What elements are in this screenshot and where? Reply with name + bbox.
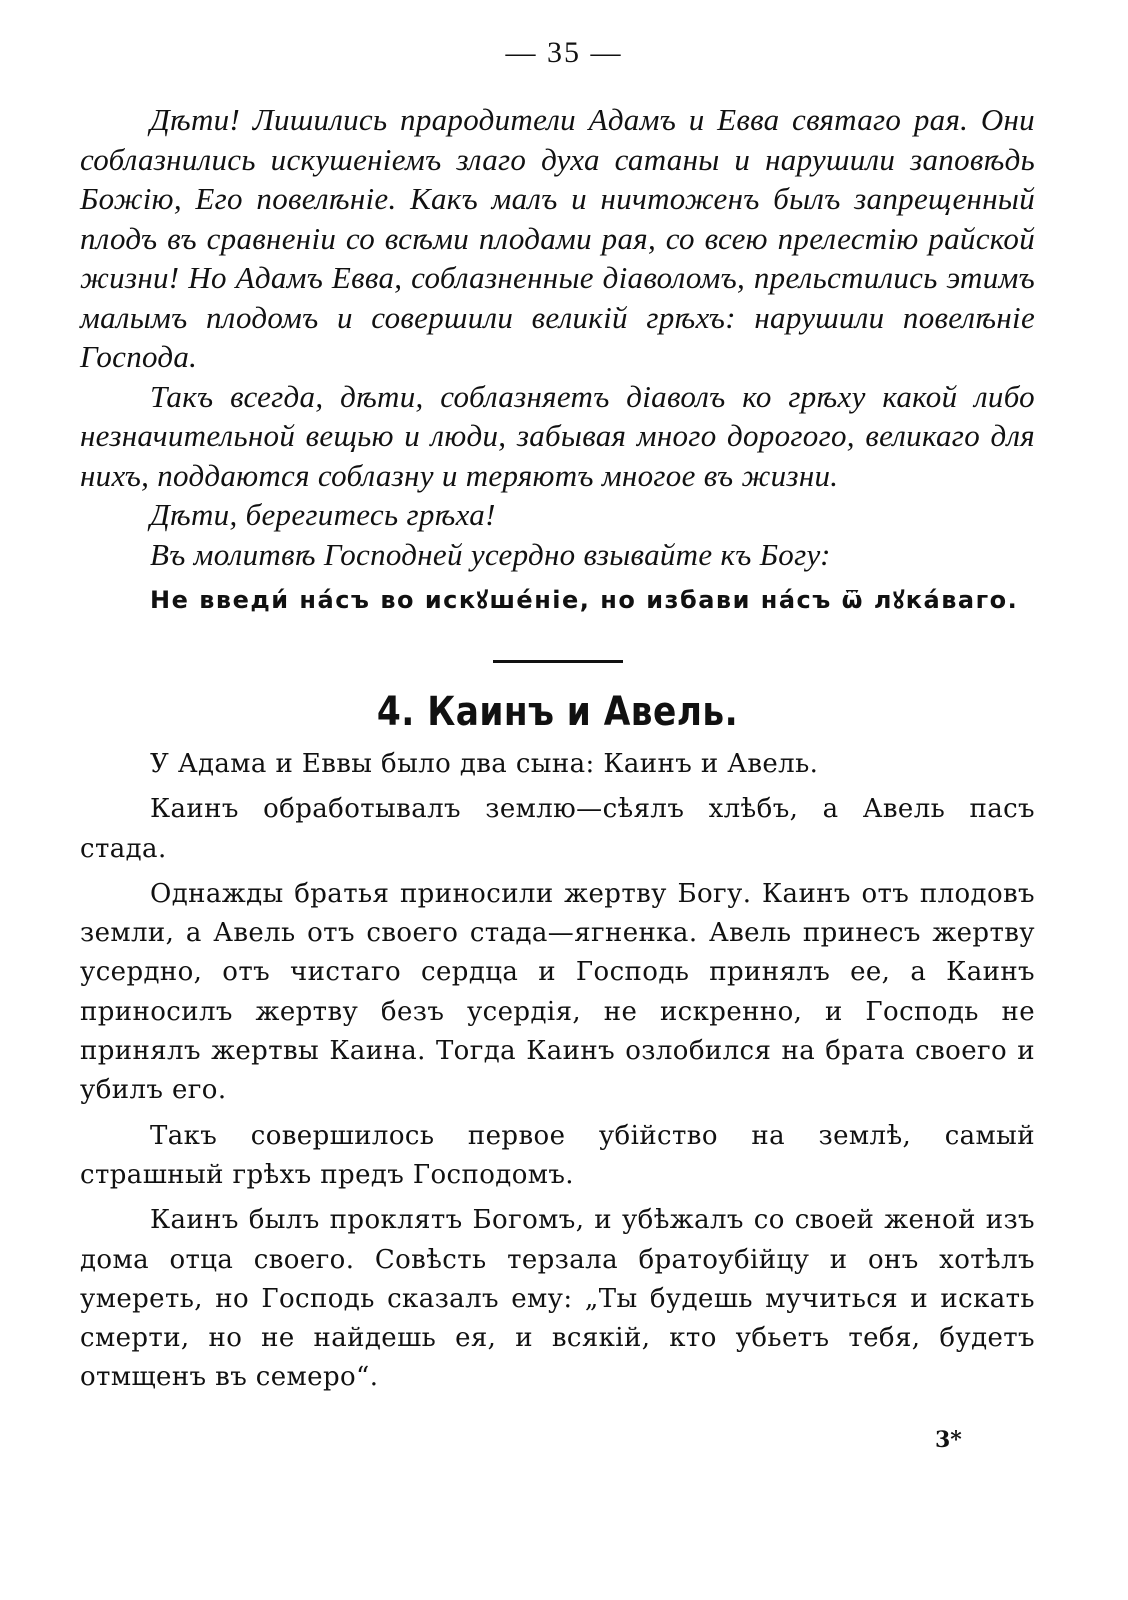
body-paragraph: Каинъ обработывалъ землю—сѣялъ хлѣбъ, а Авель пасъ стада. [80, 794, 1035, 864]
body-paragraph: Однажды братья приносили жертву Богу. Каинъ отъ плодовъ земли, а Авель отъ своего стада—ягненка. Авель принесъ жертву усердно, отъ чистаго сердца и Господь принялъ ее, а Каинъ приносилъ жертву безъ усердія, не искренно, и Господь не принялъ жертвы Каина. Тогда Каинъ озлобился на брата своего и убилъ его. [80, 878, 1035, 1106]
section-title: 4. Каинъ и Авель. [376, 689, 739, 735]
italic-paragraph: Дѣти, берегитесь грѣха! [150, 497, 496, 532]
body-paragraph: У Адама и Еввы было два сына: Каинъ и Авель. [150, 749, 819, 779]
page-content [80, 100, 1035, 1404]
section-divider [493, 660, 623, 663]
body-paragraph: Такъ совершилось первое убійство на землѣ, самый страшный грѣхъ предъ Господомъ. [80, 1120, 1035, 1190]
moral-lesson-block [80, 100, 1035, 574]
slavonic-prayer-line: Не введи́ на́съ во искꙋше́ніе, но избави на́съ ѿ лꙋка́ваго. [150, 586, 1019, 614]
page-number: — 35 — [505, 36, 623, 69]
italic-paragraph: Въ молитвѣ Господней усердно взывайте къ Богу: [150, 536, 831, 572]
story-text-block [80, 745, 1035, 1398]
body-paragraph: Каинъ былъ проклятъ Богомъ, и убѣжалъ со своей женой изъ дома отца своего. Совѣсть терзала братоубійцу и онъ хотѣлъ умереть, но Господь сказалъ ему: „Ты будешь мучиться и искать смерти, но не найдешь ея, и всякій, кто убьетъ тебя, будетъ отмщенъ въ семеро“. [80, 1205, 1035, 1393]
signature-mark: 3* [935, 1427, 962, 1453]
italic-paragraph: Дѣти! Лишились прародители Адамъ и Евва святаго рая. Они соблазнились искушеніемъ злаго духа сатаны и нарушили заповѣдь Божію, Его повелѣніе. Какъ малъ и ничтоженъ былъ запрещенный плодъ въ сравненіи со всѣми плодами рая, со всею прелестію райской жизни! Но Адамъ Евва, соблазненные діаволомъ, прельстились этимъ малымъ плодомъ и совершили великій грѣхъ: нарушили повелѣніе Господа. [80, 102, 1035, 374]
italic-paragraph: Такъ всегда, дѣти, соблазняетъ діаволъ ко грѣху какой либо незначительной вещью и люди, забывая много дорогого, великаго для нихъ, поддаются соблазну и теряютъ многое въ жизни. [80, 378, 1035, 493]
